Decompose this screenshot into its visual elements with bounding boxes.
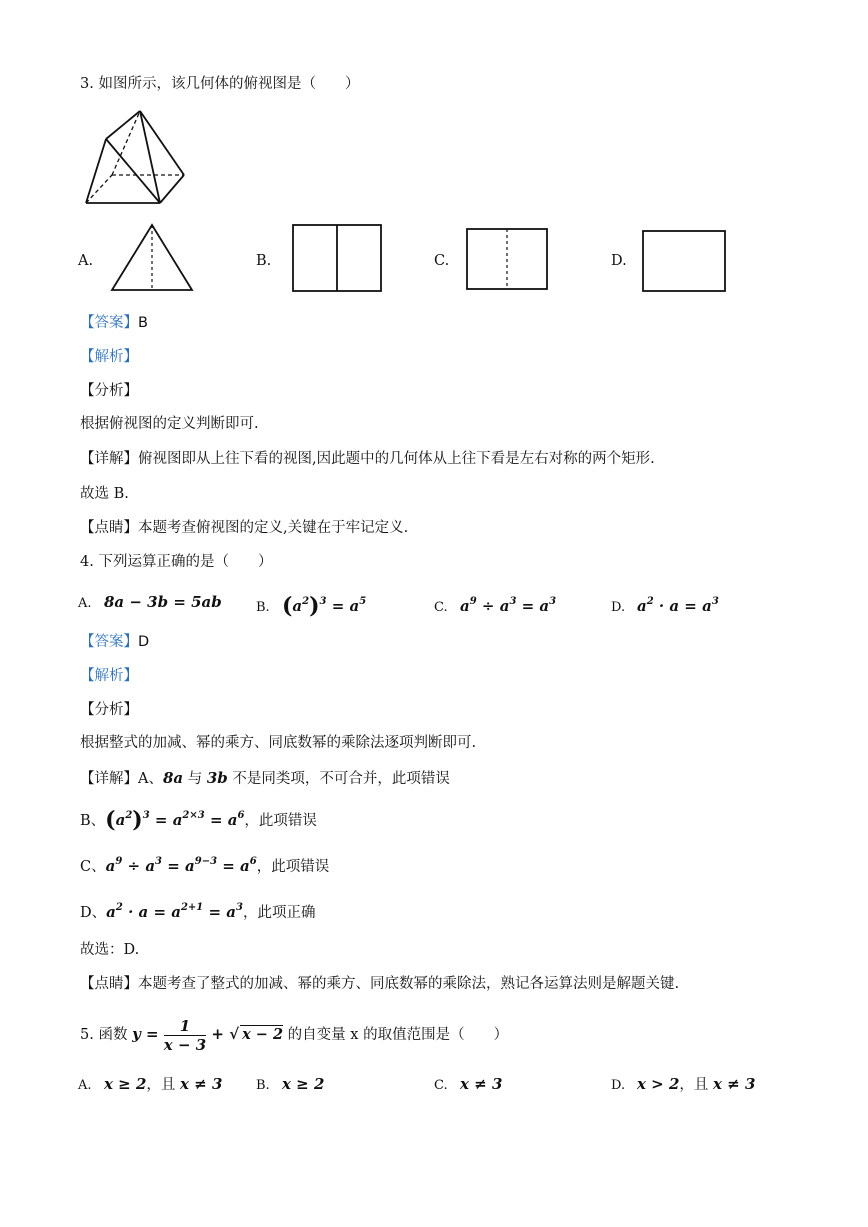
q5-option-a: A. x ≥ 2，且 x ≠ 3 (78, 1075, 223, 1093)
q4-detail-b: B、$(a^2)^3 = a^{2\times 3} = a^6$，此项错误 (80, 807, 317, 833)
q3-stem: 3. 如图所示，该几何体的俯视图是（ ） (80, 76, 360, 92)
q4-option-b-label: B. (256, 600, 270, 615)
q4-analysis-label: 【解析】 (80, 668, 138, 684)
q3-option-b-two-rects (290, 222, 384, 294)
q3-option-b-label: B. (256, 253, 272, 269)
q4-option-a-label: A. (78, 596, 92, 611)
q3-dianjing: 【点睛】本题考查俯视图的定义,关键在于牢记定义. (80, 520, 409, 536)
q3-option-d-label: D. (611, 253, 627, 269)
q4-option-b: B. $(a^2)^3 = a^5$ (256, 593, 367, 619)
q4-detail-a: 【详解】A、8a 与 3b 不是同类项，不可合并，此项错误 (80, 769, 450, 787)
q4-stem: 4. 下列运算正确的是（ ） (80, 554, 273, 570)
q4-option-c: C. $a^9 \div a^3 = a^3$ (434, 592, 556, 618)
q3-detail: 【详解】俯视图即从上往下看的视图,因此题中的几何体从上往下看是左右对称的两个矩形. (80, 451, 655, 467)
q4-option-d-label: D. (611, 600, 626, 615)
q4-option-a-expr: 8a − 3b = 5ab (104, 593, 222, 611)
answer-label: 【答案】 (80, 315, 138, 331)
q3-answer (80, 313, 148, 333)
q4-option-a (78, 592, 222, 614)
q3-analysis-label: 【解析】 (80, 349, 138, 365)
q3-option-d-rect (640, 228, 728, 294)
q4-answer (80, 632, 149, 652)
q3-option-a-label: A. (78, 253, 94, 269)
answer-label: 【答案】 (80, 634, 138, 650)
q4-dianjing: 【点睛】本题考查了整式的加减、幂的乘方、同底数幂的乘除法，熟记各运算法则是解题关键. (80, 976, 680, 992)
q4-option-c-label: C. (434, 600, 448, 615)
q5-option-c: C. x ≠ 3 (434, 1075, 503, 1093)
q3-choice: 故选 B. (80, 486, 129, 502)
q3-fenxi: 【分析】 (80, 383, 138, 399)
q5-option-d: D. x > 2，且 x ≠ 3 (611, 1075, 756, 1093)
q5-option-b: B. x ≥ 2 (256, 1075, 325, 1093)
q3-option-c-dashed-rect (464, 226, 550, 292)
solid-figure-diagram (80, 105, 190, 207)
q3-option-a-triangle (108, 222, 196, 294)
q3-option-c-label: C. (434, 253, 450, 269)
q4-detail-c: C、$a^9 \div a^3 = a^{9-3} = a^6$，此项错误 (80, 856, 330, 875)
q4-fenxi: 【分析】 (80, 702, 138, 718)
q5-sqrt: x − 2 (242, 1026, 284, 1043)
q5-stem: 5. 函数 y = $\frac{1}{x - 3}$ + √ x − 2 的自变量 x 的取值范围是（ ） (80, 1016, 509, 1054)
q4-fenxi-text: 根据整式的加减、幂的乘方、同底数幂的乘除法逐项判断即可. (80, 735, 477, 751)
q3-fenxi-text: 根据俯视图的定义判断即可. (80, 416, 259, 432)
q4-choice: 故选：D. (80, 942, 140, 958)
q4-detail-d: D、$a^2 \cdot a = a^{2+1} = a^3$，此项正确 (80, 902, 316, 921)
answer-value: B (138, 315, 148, 331)
answer-value: D (138, 634, 150, 650)
q4-option-d: D. $a^2 \cdot a = a^3$ (611, 592, 719, 618)
q5-fraction: $\frac{1}{x - 3}$ (163, 1016, 207, 1054)
